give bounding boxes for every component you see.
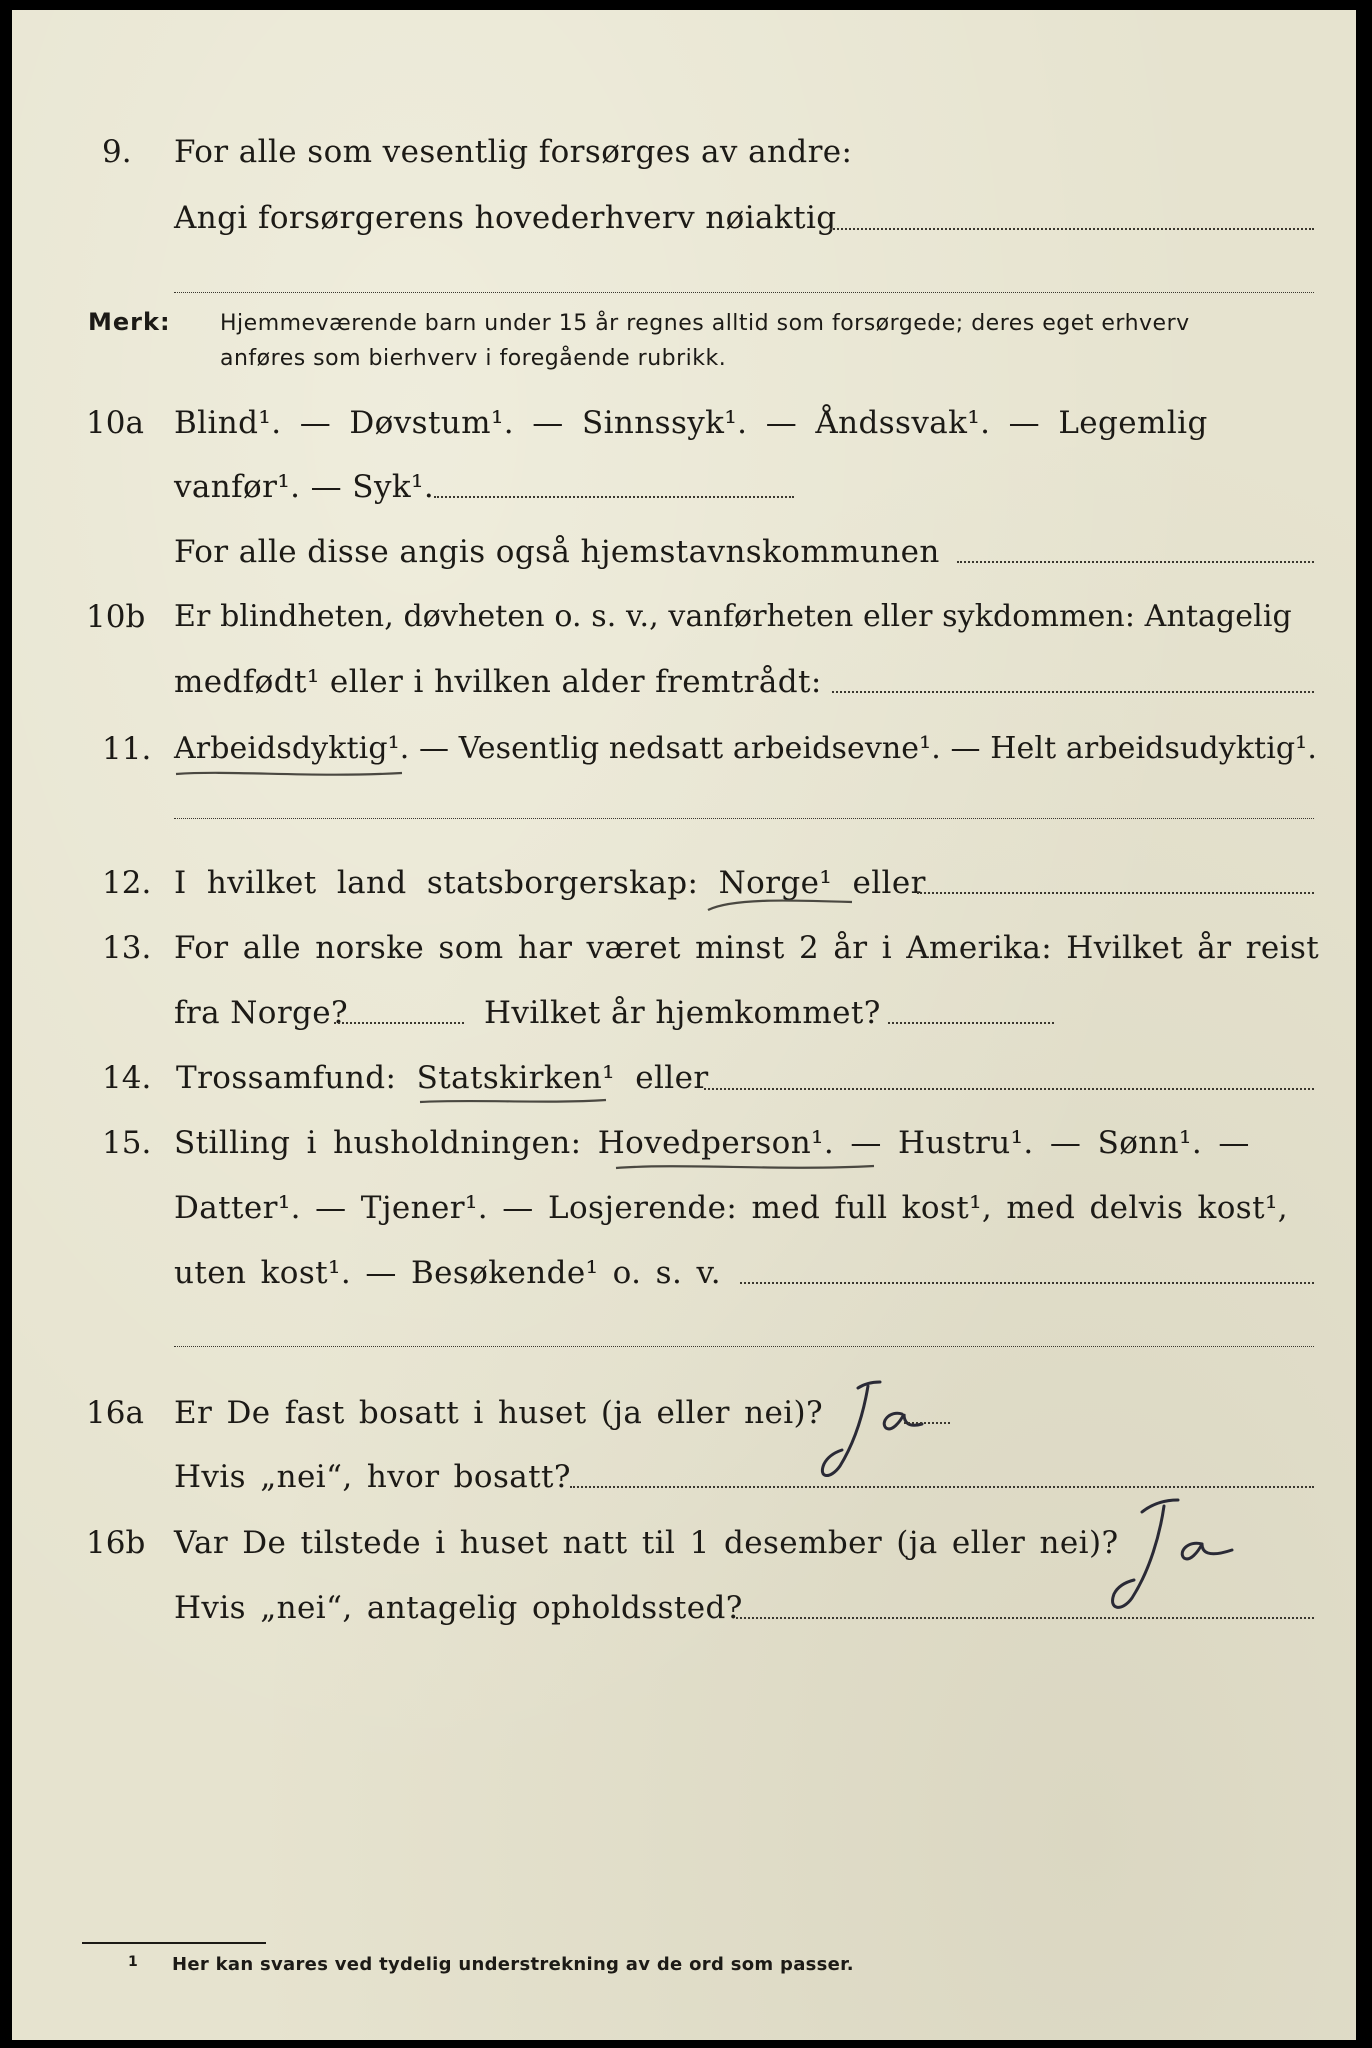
q9-second-answer-line[interactable] <box>174 292 1314 293</box>
q10a-answer-line[interactable] <box>434 496 794 498</box>
q16a-number: 16a <box>86 1395 144 1431</box>
q16b-whereabouts-prompt: Hvis „nei“, antagelig opholdssted? <box>174 1590 743 1626</box>
q15-answer-line[interactable] <box>740 1282 1314 1284</box>
q9-answer-line[interactable] <box>830 228 1314 230</box>
q12-citizenship-question: I hvilket land statsborgerskap: Norge¹ eller <box>174 865 926 901</box>
q11-pencil-underline <box>172 766 412 782</box>
q13-number: 13. <box>102 930 152 966</box>
q12-number: 12. <box>102 865 152 901</box>
q14-number: 14. <box>102 1060 152 1096</box>
q15-number: 15. <box>102 1125 152 1161</box>
q13-departure-year-line[interactable] <box>334 1022 464 1024</box>
q10a-municipality-line[interactable] <box>957 561 1314 563</box>
form-page <box>12 10 1356 2040</box>
q10b-question: Er blindheten, døvheten o. s. v., vanførheten eller sykdommen: Antagelig <box>174 599 1292 634</box>
q14-pencil-underline <box>416 1094 616 1108</box>
q16a-residence-question: Er De fast bosatt i huset (ja eller nei)? <box>174 1395 824 1431</box>
q10a-home-municipality-prompt: For alle disse angis også hjemstavnskommunen <box>174 534 940 570</box>
q13-departure-prompt: fra Norge? <box>174 995 349 1031</box>
q15-household-options: Datter¹. — Tjener¹. — Losjerende: med full kost¹, med delvis kost¹, <box>174 1190 1289 1226</box>
footnote-marker: 1 <box>128 1954 139 1970</box>
q16a-answer-line-tail[interactable] <box>904 1422 950 1424</box>
footnote-text: Her kan svares ved tydelig understrekning av de ord som passer. <box>172 1954 854 1975</box>
q13-america-question: For alle norske som har været minst 2 år i Amerika: Hvilket år reist <box>174 930 1320 966</box>
q9-question: For alle som vesentlig forsørges av andre: <box>174 134 853 170</box>
q12-answer-line[interactable] <box>917 892 1314 894</box>
q16b-handwritten-answer <box>1082 1490 1252 1620</box>
q13-return-prompt: Hvilket år hjemkommet? <box>484 995 881 1031</box>
q10a-options-cont: vanfør¹. — Syk¹. <box>174 469 435 505</box>
q14-religion-question: Trossamfund: Statskirken¹ eller <box>176 1060 709 1096</box>
q16b-number: 16b <box>86 1525 146 1561</box>
q10b-onset-prompt: medfødt¹ eller i hvilken alder fremtrådt: <box>174 664 822 700</box>
q9-number: 9. <box>102 134 132 170</box>
q9-occupation-prompt: Angi forsørgerens hovederhverv nøiaktig <box>174 200 837 236</box>
q16a-handwritten-answer <box>810 1370 950 1490</box>
q16b-whereabouts-line[interactable] <box>736 1617 1314 1619</box>
q10a-number: 10a <box>86 405 144 441</box>
q11-answer-line[interactable] <box>174 818 1314 819</box>
q14-answer-line[interactable] <box>704 1088 1314 1090</box>
merk-note-line2: anføres som bierhverv i foregående rubrikk. <box>220 346 727 371</box>
q10b-number: 10b <box>86 599 146 635</box>
q16b-presence-question: Var De tilstede i huset natt til 1 desember (ja eller nei)? <box>174 1525 1119 1561</box>
q12-pencil-underline <box>702 890 862 916</box>
merk-note-line1: Hjemmeværende barn under 15 år regnes alltid som forsørgede; deres eget erhverv <box>220 311 1190 336</box>
q16a-where-line[interactable] <box>570 1486 1314 1488</box>
q15-second-answer-line[interactable] <box>174 1346 1314 1347</box>
q15-household-position: Stilling i husholdningen: Hovedperson¹. — Hustru¹. — Sønn¹. — <box>174 1125 1250 1161</box>
q10a-options: Blind¹. — Døvstum¹. — Sinnssyk¹. — Åndssvak¹. — Legemlig <box>174 405 1208 441</box>
q13-return-year-line[interactable] <box>888 1022 1054 1024</box>
q10b-answer-line[interactable] <box>832 691 1314 693</box>
q11-options: Arbeidsdyktig¹. — Vesentlig nedsatt arbeidsevne¹. — Helt arbeidsudyktig¹. <box>174 731 1317 766</box>
q15-pencil-underline <box>612 1158 882 1176</box>
q11-number: 11. <box>102 731 152 767</box>
footnote-rule <box>82 1942 266 1944</box>
q16a-where-prompt: Hvis „nei“, hvor bosatt? <box>174 1459 571 1495</box>
q15-household-options-cont: uten kost¹. — Besøkende¹ o. s. v. <box>174 1255 721 1291</box>
merk-label: Merk: <box>88 308 171 336</box>
